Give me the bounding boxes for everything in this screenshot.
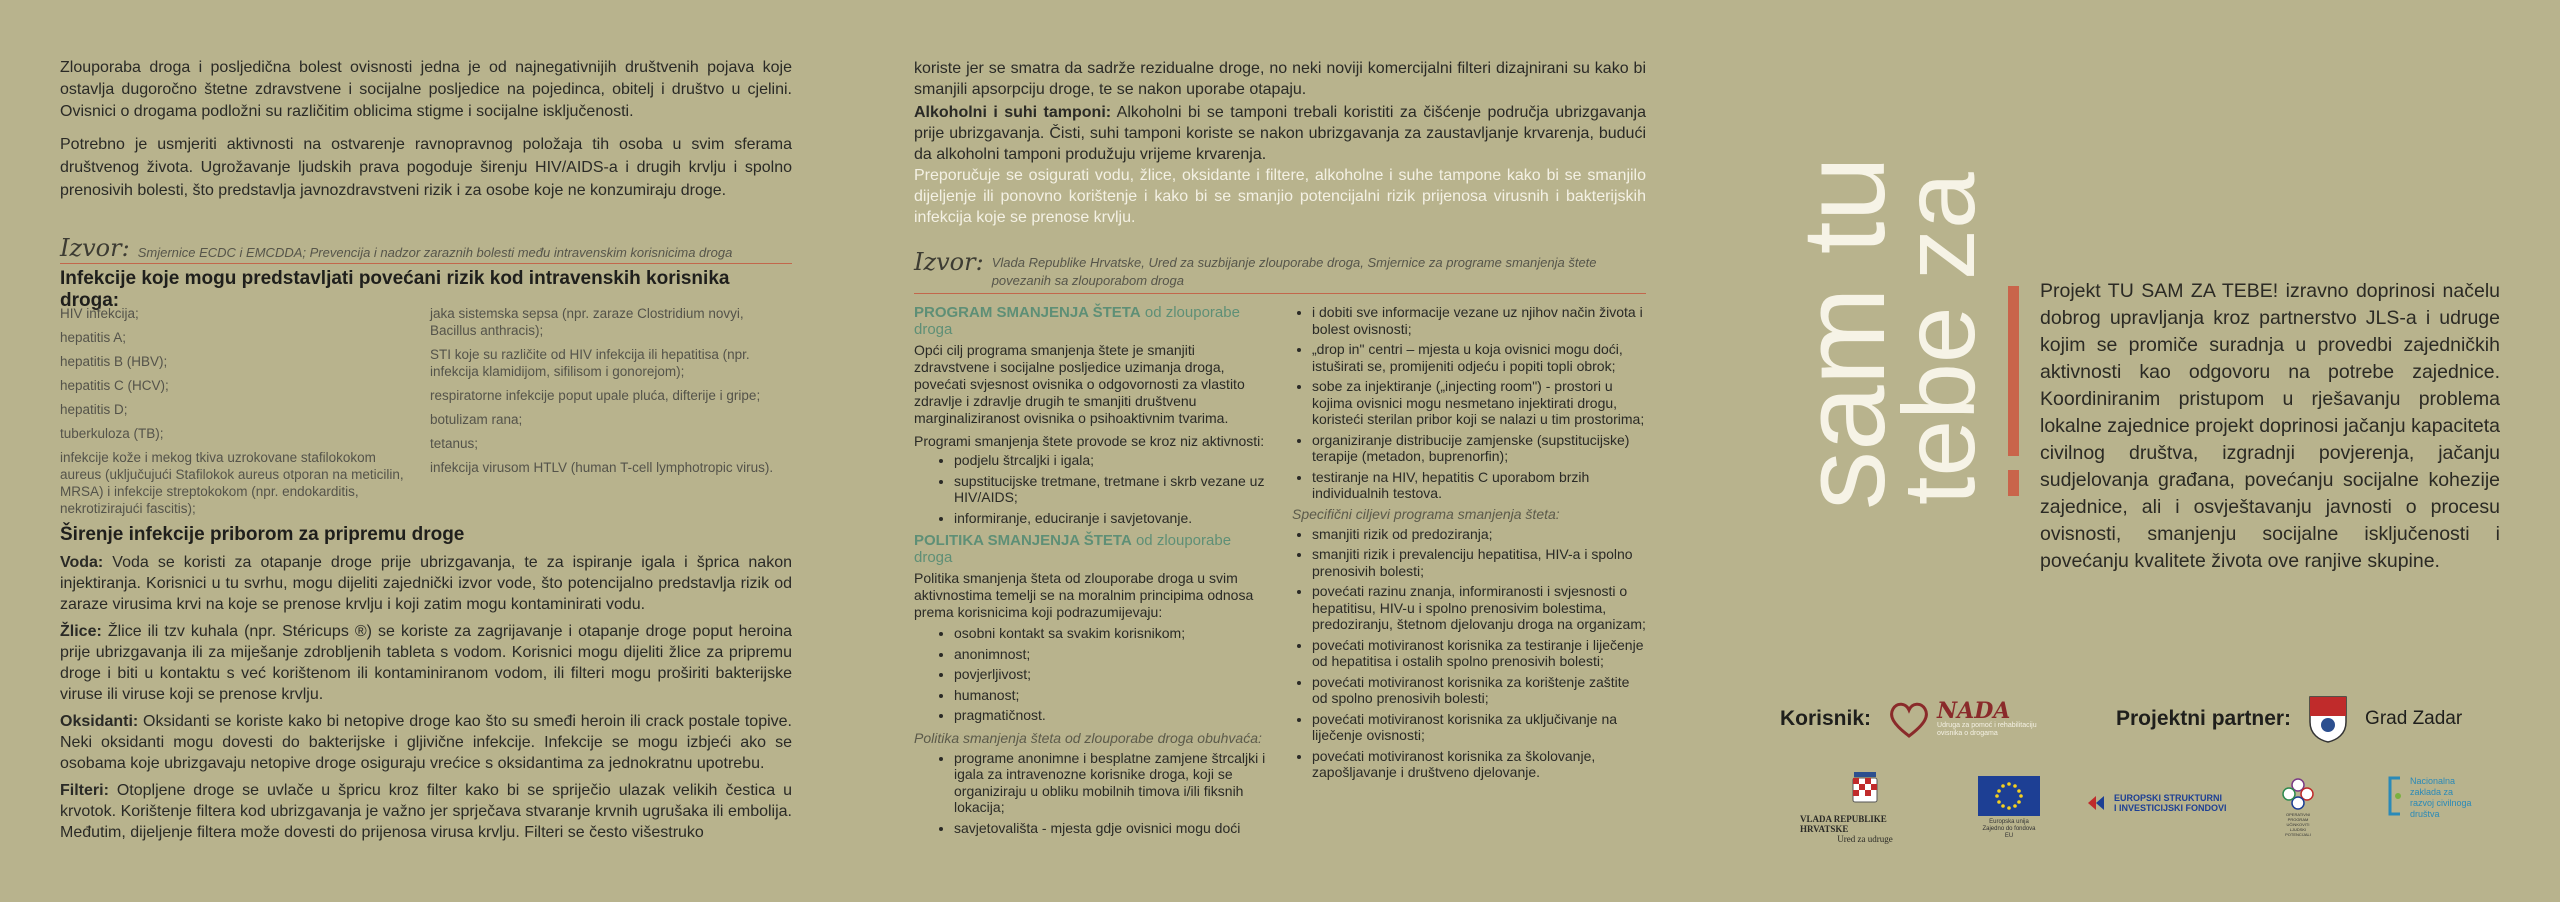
policy-principle-item: • humanost; [954, 687, 1266, 704]
middle-right-column [1292, 304, 1646, 785]
specific-goal-item: • povećati motiviranost korisnika za testiranje i liječenje od hepatitisa i ostalih spolno prenosivih bolesti; [1312, 637, 1646, 670]
policy-cover-item: • i dobiti sve informacije vezane uz njihov način života i bolest ovisnosti; [1312, 304, 1646, 337]
recommendation-paragraph: Preporučuje se osigurati vodu, žlice, oksidante i filtere, alkoholne i suhe tampone kako bi se smanjilo dijeljenje ili ponovno korištenje i kako bi se smanjio potencijalni rizik prijenosa virusnih i bakterijskih infekcija koje se prenose krvlju. [914, 167, 1646, 226]
foundation-caption: Nacionalna zaklada za razvoj civilnoga društva [2410, 776, 2472, 819]
infection-item: tetanus; [430, 436, 479, 451]
project-description: Projekt TU SAM ZA TEBE! izravno doprinosi načelu dobrog upravljanja kroz partnerstvo JLS-a i udruge kojim se promiče suradnja u provedbi zajedničkih aktivnosti kao odgovoru na potrebe zajednice. Koordiniranim pristupom u rješavanju problema lokalne zajednice projekt doprinosi jačanju kapaciteta civilnog društva, izgradnji povjerenja, jačanju sudjelovanja građana, povećanju socijalne kohezije zajednice, ali i osvještavanju javnosti o procesu ovisnosti, smanjenju socijalne isključenosti i povećanju kvalitete života ove ranjive skupine. [2040, 280, 2500, 572]
policy-cover-item: • programe anonimne i besplatne zamjene štrcaljki i igala za intravenozne korisnike droga, koji se organiziraju u obliku mobilnih timova i/ili fiksnih lokacija; [954, 750, 1266, 816]
title-exclamation-dot [2008, 470, 2019, 496]
esif-line-1: EUROPSKI STRUKTURNI [2114, 793, 2223, 803]
specific-goal-item: • povećati motiviranost korisnika za korištenje zaštite od spolno prenosivih bolesti; [1312, 674, 1646, 707]
spread-term: Filteri: [60, 782, 109, 799]
esif-logo [2086, 792, 2227, 814]
infection-item: infekcije kože i mekog tkiva uzrokovane stafilokokom aureus (uključujući Stafilokok aureus otporan na meticilin, MRSA) i infekcije streptokokom (npr. endokarditis, nekrotizirajući fascitis); [60, 450, 404, 516]
op-flower-icon [2280, 776, 2316, 812]
spread-paragraph [60, 780, 792, 843]
eu-logo [1978, 776, 2040, 840]
beneficiary-label: Korisnik: [1780, 707, 1872, 730]
policy-heading [914, 532, 1266, 566]
title-line-1: sam tu [1778, 155, 1910, 510]
infection-item: hepatitis A; [60, 330, 127, 345]
specific-goal-item: • povećati motiviranost korisnika za uključivanje na liječenje ovisnosti; [1312, 711, 1646, 744]
policy-cover-item: • organiziranje distribucije zamjenske (supstitucijske) terapije (metadon, buprenorfin); [1312, 432, 1646, 465]
infection-item: infekcija virusom HTLV (human T-cell lymphotropic virus). [430, 460, 774, 475]
infection-item: botulizam rana; [430, 412, 523, 427]
infection-item: tuberkuloza (TB); [60, 426, 164, 441]
source-note-2 [914, 250, 1646, 294]
spread-heading: Širenje infekcije priborom za pripremu droge [60, 524, 465, 545]
esif-line-2: I INVESTICIJSKI FONDOVI [2114, 803, 2227, 813]
specific-goal-item: • povećati motiviranost korisnika za školovanje, zapošljavanje i društveno djelovanje. [1312, 748, 1646, 781]
infection-item: hepatitis B (HBV); [60, 354, 168, 369]
title-line-3: tebe [1882, 306, 1996, 505]
gov-logo-line-2: Ured za udruge [1837, 834, 1893, 844]
infection-item: HIV infekcija; [60, 306, 139, 321]
program-text: Opći cilj programa smanjenja štete je smanjiti zdravstvene i socijalne posljedice uzimanja droga, povećati svjesnost ovisnika o odgovornosti za vlastito zdravlje i zdravlje drugih te smanjiti društvenu marginaliziranost ovisnika o psihoaktivnim tvarima. [914, 342, 1245, 426]
gov-logo [1800, 772, 1930, 844]
nada-subtitle: Udruga za pomoć i rehabilitaciju ovisnika o drogama [1937, 722, 2037, 737]
infections-left-list [60, 305, 410, 524]
foundation-bracket-icon [2386, 776, 2404, 816]
policy-principle-item: • pragmatičnost. [954, 707, 1266, 724]
eu-caption: Europska unija Zajedno do fondova EU [1982, 819, 2036, 839]
middle-left-column [914, 304, 1266, 840]
partner-name: Grad Zadar [2365, 708, 2463, 729]
spread-paragraph [60, 552, 792, 615]
specific-goals-list [1292, 526, 1646, 781]
specific-goal-item: • povećati razinu znanja, informiranosti i svjesnosti o hepatitisu, HIV-u i spolno prenosivim bolestima, predoziranju, štetnom djelovanju droga na organizam; [1312, 583, 1646, 633]
program-activities-list [914, 452, 1266, 526]
intro-paragraph-2: Potrebno je usmjeriti aktivnosti na ostvarenje ravnopravnog položaja tih osoba u svim sferama društvenog života. Ugrožavanje ljudskih prava pogoduje širenju HIV/AIDS-a i drugih krvlju i spolno prenosivih bolesti, što predstavlja javnozdravstveni rizik i za osobe koje ne konzumiraju droge. [60, 136, 792, 199]
partner-row [2116, 694, 2462, 744]
nada-wordmark: NADA [1937, 698, 2011, 724]
nada-heart-icon [1885, 698, 1933, 740]
spread-text: Žlice ili tzv kuhala (npr. Stéricups ®) se koriste za zagrijavanje i otapanje droge poput heroina prije ubrizgavanja ili za miješanje zdrobljenih tableta s vodom. Korisnici mogu dijeliti žlice za pripremu droge i biti u kontaktu s već korištenom ili kontaminiranom vodom, ili filteri mogu proširiti bakterijske viruse ili viruse koji se prenose krvlju. [60, 623, 792, 703]
spread-paragraph [60, 711, 792, 774]
policy-cover-item: • „drop in" centri – mjesta u koja ovisnici mogu doći, istuširati se, promijeniti odjeću i popiti topli obrok; [1312, 341, 1646, 374]
signature-izvor-2: Izvor: [914, 248, 984, 276]
program-subtitle: od zlouporabe droga [914, 304, 1240, 338]
policy-principle-item: • povjerljivost; [954, 666, 1266, 683]
signature-izvor: Izvor: [60, 234, 130, 262]
specific-goal-item: • smanjiti rizik i prevalenciju hepatitisa, HIV-a i spolno prenosivih bolesti; [1312, 546, 1646, 579]
policy-principles-list [914, 625, 1266, 724]
spread-text: Oksidanti se koriste kako bi netopive droge kao što su smeđi heroin ili crack postale topive. Neki oksidanti mogu dovesti do bakterijske i gljivične infekcije. Infekcije se mogu izbjeći ako se osobama koje ubrizgavaju netopive droge osiguraju vrećice s oksidantima za jednokratnu upotrebu. [60, 713, 792, 772]
esif-arrows-icon [2086, 792, 2108, 814]
source-text: Smjernice ECDC i EMCDDA; Prevencija i nadzor zaraznih bolesti među intravenskim korisnicima droga [137, 245, 733, 260]
policy-cover-list-continued [1292, 304, 1646, 502]
infection-item: jaka sistemska sepsa (npr. zaraze Clostridium novyi, Bacillus anthracis); [430, 306, 744, 338]
alcohol-text: Alkoholni bi se tamponi trebali koristiti za čišćenje područja ubrizgavanja prije ubrizgavanja. Čisti, suhi tamponi koriste se nakon ubrizgavanja za zaustavljanje krvarenja, budući da alkoholni tamponi produžuju vrijeme krvarenja. [914, 104, 1646, 163]
spread-term: Oksidanti: [60, 713, 139, 730]
policy-text: Politika smanjenja šteta od zlouporabe droga u svim aktivnostima temelji se na moralnim principima odnosa prema korisnicima koji podrazumijevaju: [914, 570, 1254, 620]
vertical-title [1776, 0, 2048, 520]
specific-goal-item: • smanjiti rizik od predoziranja; [1312, 526, 1646, 543]
source-note-1 [60, 236, 792, 264]
alcohol-term: Alkoholni i suhi tamponi: [914, 104, 1112, 121]
infections-heading: Infekcije koje mogu predstavljati povećani rizik kod intravenskih korisnika droga: [60, 268, 730, 311]
source-text-2: Vlada Republike Hrvatske, Ured za suzbijanje zlouporabe droga, Smjernice za programe smanjenja štete povezanih sa zlouporabom droga [991, 255, 1597, 288]
infection-item: hepatitis C (HCV); [60, 378, 169, 393]
policy-principle-item: • anonimnost; [954, 646, 1266, 663]
policy-principle-item: • osobni kontakt sa svakim korisnikom; [954, 625, 1266, 642]
policy-title: POLITIKA SMANJENJA ŠTETA [914, 532, 1132, 549]
policy-cover-item: • sobe za injektiranje („injecting room") - prostori u kojima ovisnici mogu nesmetano injektirati drogu, koristeći sterilan pribor koji se nalazi u tim prostorima; [1312, 378, 1646, 428]
spread-text: Voda se koristi za otapanje droge prije ubrizgavanja, te za ispiranje igala i šprica nakon injektiranja. Korisnici u tu svrhu, mogu dijeliti zajednički izvor vode, što potencijalno predstavlja rizik od zaraze virusima krvi na koje se prenose krvlju i koji zatim mogu kontaminirati vodu. [60, 554, 792, 613]
alcohol-paragraph [914, 102, 1646, 165]
intro-paragraph-1: Zlouporaba droga i posljedična bolest ovisnosti jedna je od najnegativnijih društvenih pojava koje ostavlja dugoročno štetne zdravstvene i socijalne posljedice na pojedinca, obitelj i društvo u cjelini. Ovisnici o drogama podložni su različitim oblicima stigme i socijalne isključenosti. [60, 59, 792, 120]
title-exclamation-bar [2008, 286, 2019, 456]
program-text-2: Programi smanjenja štete provode se kroz niz aktivnosti: [914, 433, 1265, 449]
spread-text: Otopljene droge se uvlače u špricu kroz filter kako bi se spriječio ulazak velikih čestica u krvotok. Korištenje filtera kod ubrizgavanja je važno jer sprječava stvaranje krvnih ugrušaka ili embolija. Međutim, dijeljenje filtera može dovesti do prijenosa virusa krvlju. Filteri se često višestruko [60, 782, 792, 841]
op-caption: OPERATIVNI PROGRAM UČINKOVITI LJUDSKI POTENCIJALI [2285, 812, 2311, 837]
croatia-coat-icon [1852, 772, 1878, 804]
policy-cover-item: • testiranje na HIV, hepatitis C uporabom brzih individualnih testova. [1312, 469, 1646, 502]
op-logo [2278, 776, 2318, 837]
spread-term: Voda: [60, 554, 104, 571]
policy-cover-list [914, 750, 1266, 837]
zadar-coat-of-arms-icon [2307, 694, 2349, 744]
beneficiary-row [1780, 698, 2047, 740]
infection-item: respiratorne infekcije poput upale pluća, difterije i gripe; [430, 388, 761, 403]
spread-term: Žlice: [60, 623, 102, 640]
policy-cover-item: • savjetovališta - mjesta gdje ovisnici mogu doći [954, 820, 1266, 837]
infection-item: hepatitis D; [60, 402, 128, 417]
partner-label: Projektni partner: [2116, 707, 2292, 730]
filters-continuation: koriste jer se smatra da sadrže rezidualne droge, no neki noviji komercijalni filteri dizajnirani su kako bi smanjili apsorpciju droge, te se nakon uporabe otapaju. [914, 60, 1646, 98]
infections-right-list [430, 305, 792, 524]
spread-paragraph [60, 621, 792, 705]
spread-section [60, 552, 792, 849]
gov-logo-line-1: VLADA REPUBLIKE HRVATSKE [1800, 814, 1887, 834]
policy-cover-text: Politika smanjenja šteta od zlouporabe droga obuhvaća: [914, 729, 1262, 746]
program-activity-item: • supstitucijske tretmane, tretmane i skrb vezane uz HIV/AIDS; [954, 473, 1266, 506]
foundation-logo [2386, 776, 2472, 820]
program-activity-item: • podjelu štrcaljki i igala; [954, 452, 1266, 469]
nada-logo [1885, 698, 2047, 740]
specific-goals-title: Specifični ciljevi programa smanjenja šteta: [1292, 505, 1560, 522]
title-line-2: za [1882, 172, 1996, 280]
program-title: PROGRAM SMANJENJA ŠTETA [914, 304, 1141, 321]
infections-list [60, 305, 792, 524]
policy-subtitle: od zlouporabe droga [914, 532, 1232, 566]
infection-item: STI koje su različite od HIV infekcija ili hepatitisa (npr. infekcija klamidijom, sifilisom i gonorejom); [430, 347, 750, 379]
program-activity-item: • informiranje, educiranje i savjetovanje. [954, 510, 1266, 527]
eu-flag-icon [1978, 776, 2040, 816]
program-heading [914, 304, 1266, 338]
